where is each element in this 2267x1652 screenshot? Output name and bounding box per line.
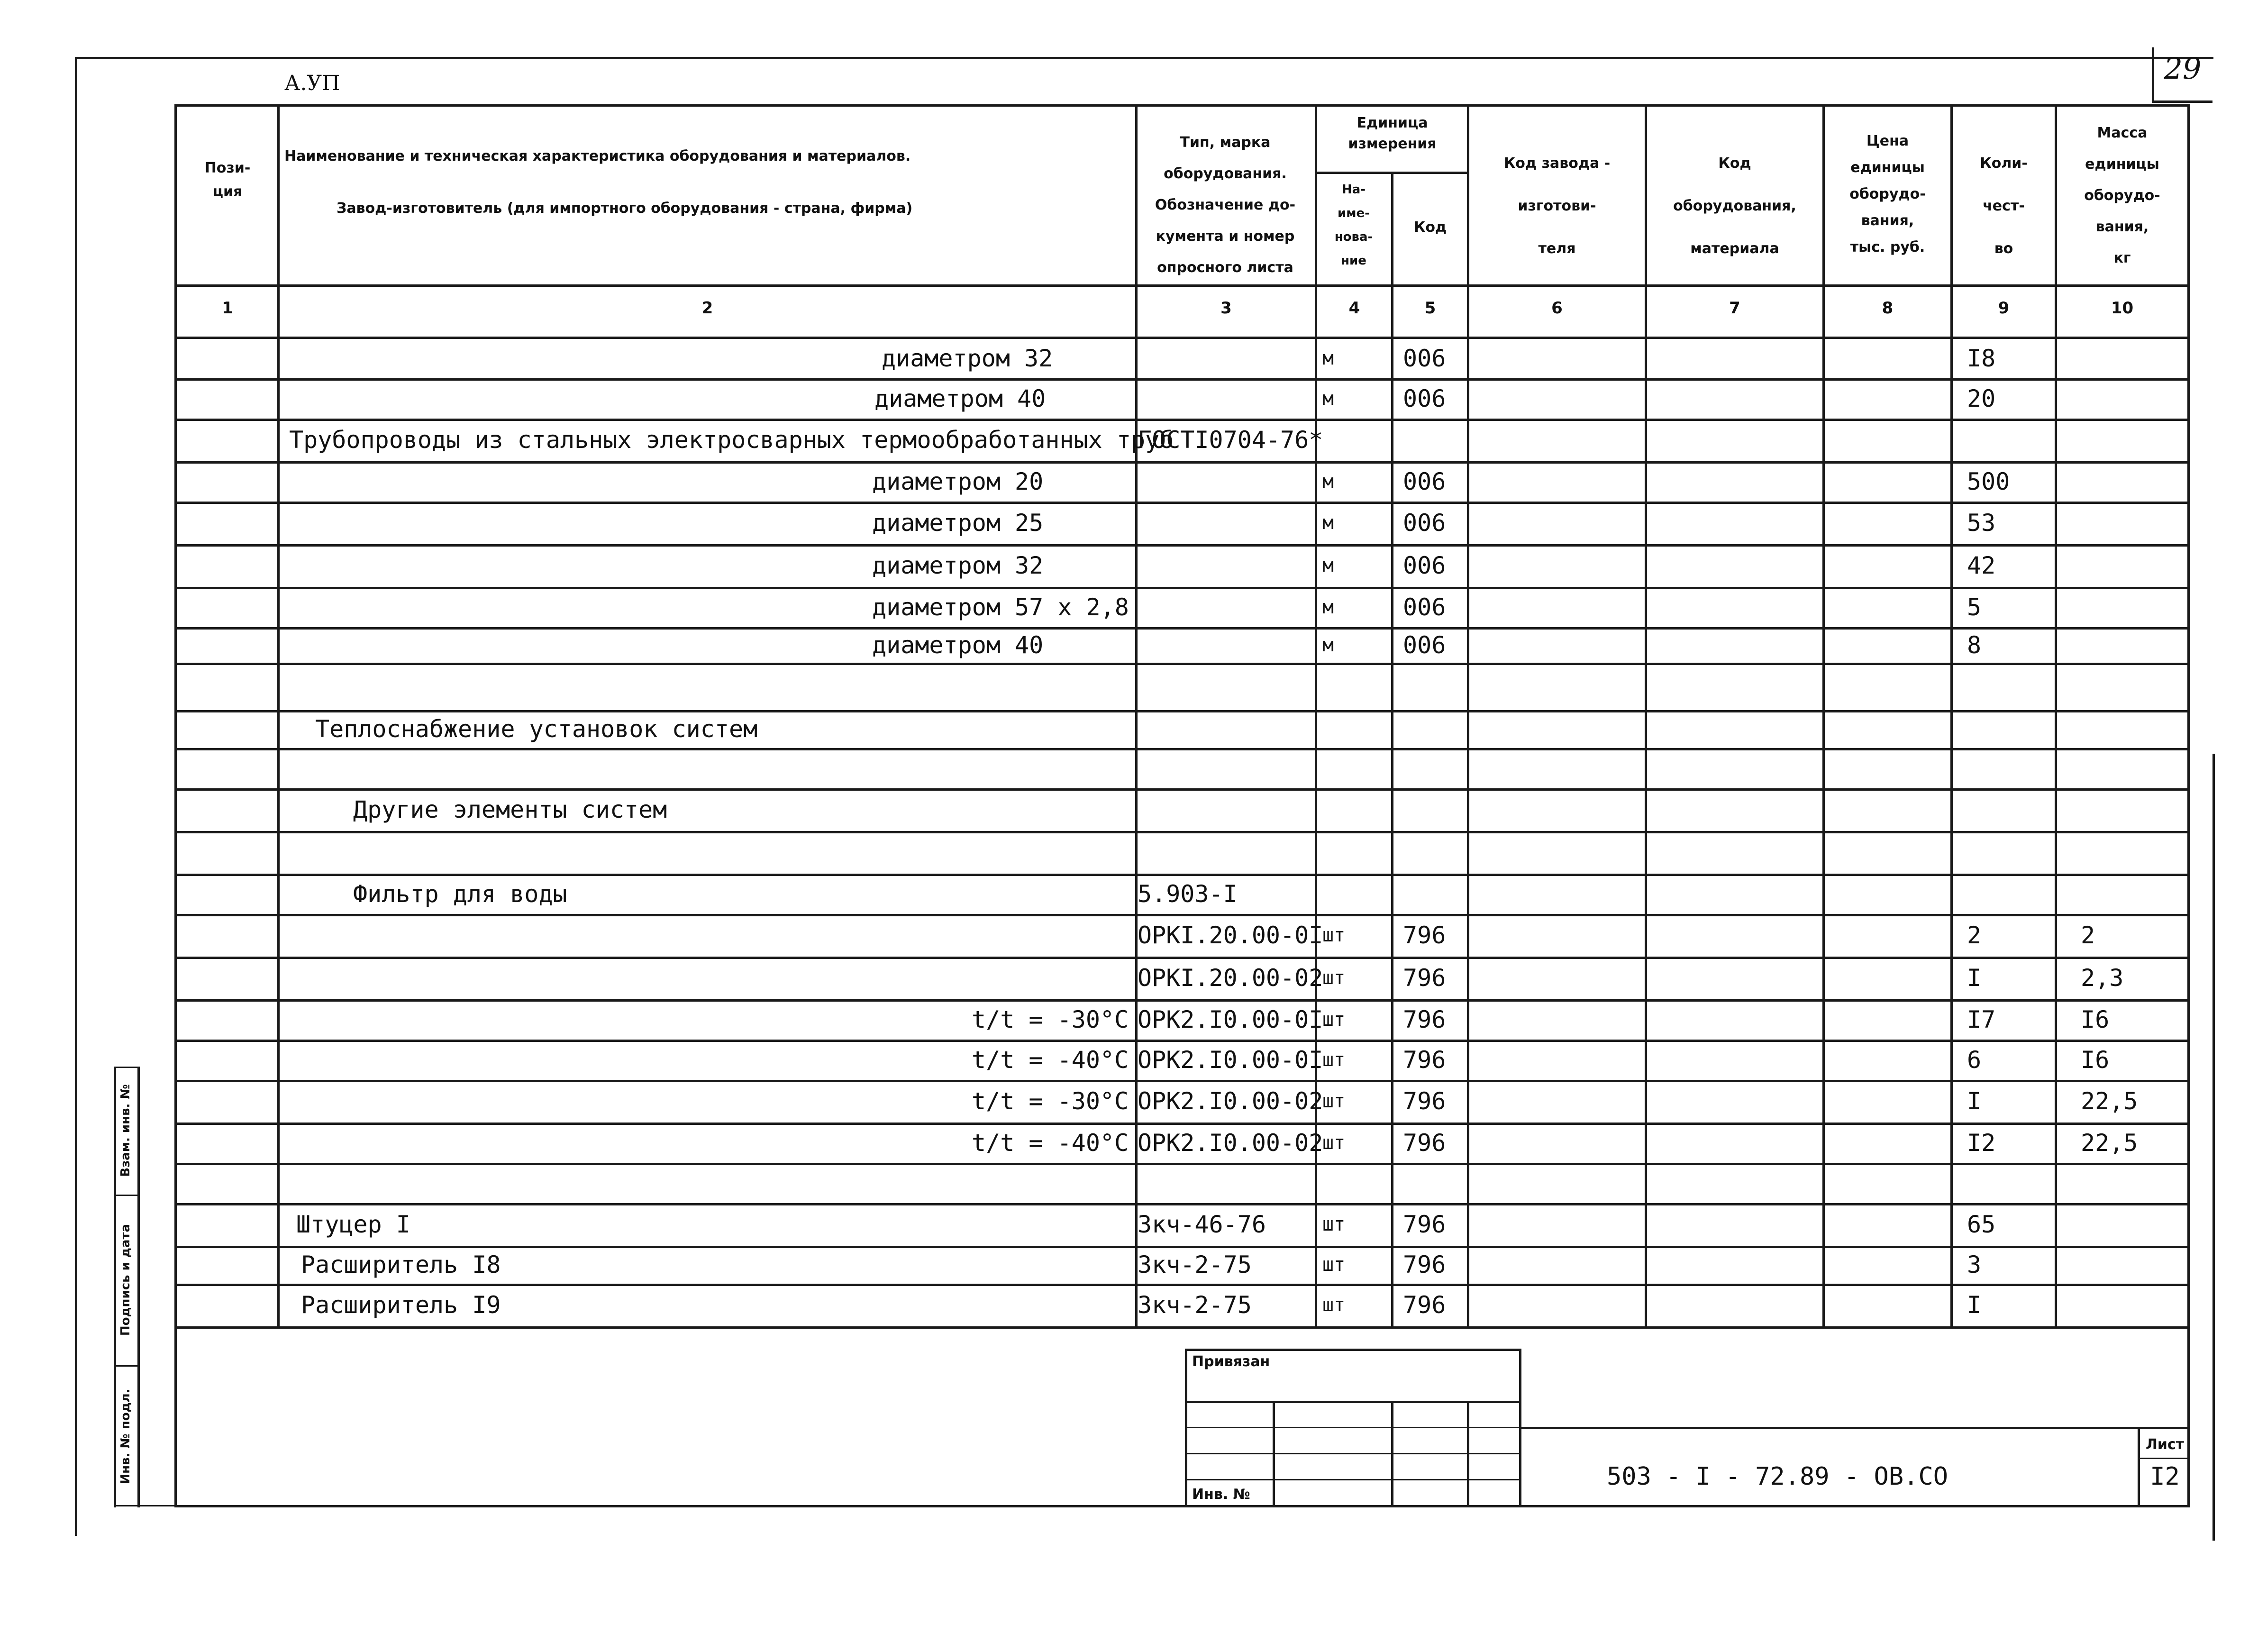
col-line-9 (2055, 104, 2057, 1327)
row-line (175, 1040, 2190, 1042)
row-name: Штуцер I (296, 1211, 410, 1238)
row-unit: м (1322, 387, 1334, 410)
row-unit-code: 796 (1403, 922, 1446, 949)
side-stamp-left (114, 1067, 116, 1507)
row-unit-code: 796 (1403, 1087, 1446, 1115)
row-line (175, 1284, 2190, 1286)
row-unit: шт (1322, 967, 1346, 989)
row-quantity: 42 (1967, 552, 1996, 579)
row-unit-code: 796 (1403, 1129, 1446, 1157)
row-type: 5.903-I (1138, 880, 1238, 908)
row-quantity: 2 (1967, 922, 1982, 949)
row-unit-code: 006 (1403, 631, 1446, 659)
row-line (175, 788, 2190, 791)
header-mass: Масса единицы оборудо- вания, кг (2084, 125, 2160, 266)
row-line (175, 1203, 2190, 1205)
row-line (175, 999, 2190, 1002)
row-unit: шт (1322, 1254, 1346, 1276)
row-unit-code: 796 (1403, 964, 1446, 992)
page-number: 29 (2164, 51, 2202, 86)
row-name: Фильтр для воды (353, 880, 567, 908)
row-line (175, 663, 2190, 665)
colnum-4: 4 (1348, 299, 1360, 318)
row-unit-code: 006 (1403, 552, 1446, 579)
header-position: Пози- ция (204, 160, 251, 200)
header-equipment-code: Код оборудования, материала (1673, 155, 1796, 257)
row-mass: 22,5 (2081, 1129, 2138, 1157)
row-name: Теплоснабжение установок систем (315, 715, 758, 743)
header-type: Тип, марка оборудования. Обозначение до- кумента и номер опросного листа (1155, 134, 1296, 276)
row-unit: м (1322, 634, 1334, 656)
row-unit-code: 006 (1403, 467, 1446, 495)
row-line (175, 461, 2190, 464)
sheet-label: Лист (2145, 1436, 2185, 1453)
row-quantity: 500 (1967, 467, 2010, 495)
row-quantity: I7 (1967, 1005, 1996, 1033)
table-bottom-line (175, 1505, 2190, 1507)
stamp-privyazan-top (1185, 1349, 1519, 1351)
row-name: t/t = -30°C (972, 1087, 1129, 1115)
col-line-6 (1645, 104, 1647, 1327)
row-type: ГОСТI0704-76* (1138, 426, 1323, 454)
frame-top-line (76, 57, 2213, 59)
row-name: t/t = -40°C (972, 1129, 1129, 1157)
row-quantity: 20 (1967, 384, 1996, 412)
col-line-8 (1950, 104, 1953, 1327)
row-type: ОРК2.I0.00-0I (1138, 1046, 1323, 1074)
row-mass: 2,3 (2081, 964, 2124, 992)
stamp-code-top (1519, 1427, 2190, 1429)
colnum-2: 2 (701, 299, 713, 318)
header-price: Цена единицы оборудо- вания, тыс. руб. (1849, 133, 1926, 256)
row-line (175, 957, 2190, 959)
row-mass: I6 (2081, 1046, 2110, 1074)
row-unit: шт (1322, 1090, 1346, 1112)
row-name: Трубопроводы из стальных электросварных термообработанных труб (289, 426, 1174, 454)
row-unit: м (1322, 512, 1334, 534)
row-name: Другие элементы систем (353, 796, 667, 823)
row-name: диаметром 40 (872, 631, 1044, 659)
row-unit: шт (1322, 1132, 1346, 1154)
row-line (175, 1123, 2190, 1125)
table-top-line (175, 104, 2190, 107)
album-label: А.УП (284, 71, 340, 95)
row-line (175, 544, 2190, 547)
row-unit: м (1322, 347, 1334, 369)
row-unit-code: 006 (1403, 509, 1446, 537)
row-quantity: 6 (1967, 1046, 1982, 1074)
row-type: 3кч-2-75 (1138, 1291, 1252, 1319)
sheet-number: I2 (2150, 1462, 2180, 1491)
header-factory-code: Код завода - изготови- теля (1503, 155, 1611, 257)
row-name: Расширитель I9 (301, 1291, 501, 1319)
row-type: ОРКI.20.00-02 (1138, 964, 1323, 992)
colnum-1: 1 (222, 299, 233, 318)
row-line (175, 710, 2190, 712)
side-label-vzam-inv: Взам. инв. № (118, 1084, 133, 1177)
stamp-col-d (1467, 1401, 1469, 1507)
stamp-sheet-sep (2138, 1458, 2190, 1459)
row-name: диаметром 20 (872, 467, 1044, 495)
col-line-4 (1391, 172, 1393, 1327)
row-type: ОРК2.I0.00-0I (1138, 1005, 1323, 1033)
row-unit-code: 796 (1403, 1046, 1446, 1074)
row-unit-code: 006 (1403, 593, 1446, 621)
row-mass: 2 (2081, 922, 2095, 949)
stamp-col-c (1391, 1401, 1393, 1507)
row-line (175, 1326, 2190, 1329)
row-name: диаметром 40 (874, 384, 1046, 412)
row-unit-code: 006 (1403, 384, 1446, 412)
row-unit: шт (1322, 1294, 1346, 1316)
row-unit-code: 006 (1403, 344, 1446, 372)
row-mass: 22,5 (2081, 1087, 2138, 1115)
row-unit: м (1322, 596, 1334, 618)
row-name: t/t = -40°C (972, 1046, 1129, 1074)
col-line-7 (1822, 104, 1825, 1327)
row-line (175, 587, 2190, 589)
row-line (175, 1080, 2190, 1082)
row-name: t/t = -30°C (972, 1005, 1129, 1033)
row-type: ОРК2.I0.00-02 (1138, 1087, 1323, 1115)
colnum-8: 8 (1882, 299, 1894, 318)
stamp-inv-no: Инв. № (1192, 1486, 1250, 1503)
header-unit-name: На- име- нова- ние (1334, 183, 1373, 268)
colnum-10: 10 (2111, 299, 2134, 318)
side-label-inv-no-podl: Инв. № подл. (118, 1388, 133, 1484)
side-label-signature-date: Подпись и дата (118, 1223, 133, 1336)
row-line (175, 1163, 2190, 1165)
header-bottom-line (175, 284, 2190, 287)
header-name-line2: Завод-изготовитель (для импортного оборудования - страна, фирма) (337, 200, 913, 217)
row-quantity: 53 (1967, 509, 1996, 537)
row-unit: шт (1322, 924, 1346, 946)
row-quantity: I2 (1967, 1129, 1996, 1157)
row-line (175, 627, 2190, 630)
row-type: ОРКI.20.00-0I (1138, 922, 1323, 949)
row-line (175, 502, 2190, 504)
row-unit: м (1322, 470, 1334, 493)
header-unit-code: Код (1413, 219, 1447, 236)
row-line (175, 1246, 2190, 1248)
row-name: диаметром 57 x 2,8 (872, 593, 1129, 621)
row-name: диаметром 32 (882, 344, 1053, 372)
frame-page-box-bottom (2152, 100, 2212, 103)
header-unit-group: Единица измерения (1348, 115, 1437, 152)
row-unit-code: 796 (1403, 1005, 1446, 1033)
colnum-6: 6 (1551, 299, 1563, 318)
row-quantity: I (1967, 964, 1982, 992)
colnum-3: 3 (1220, 299, 1232, 318)
frame-left-line (75, 57, 77, 1536)
row-name: диаметром 25 (872, 509, 1044, 537)
document-code: 503 - I - 72.89 - ОВ.СО (1607, 1462, 1948, 1491)
colnum-bottom-line (175, 337, 2190, 339)
row-line (175, 874, 2190, 876)
row-unit: м (1322, 555, 1334, 576)
header-name-line1: Наименование и техническая характеристика оборудования и материалов. (284, 148, 911, 164)
row-quantity: I8 (1967, 344, 1996, 372)
row-quantity: 65 (1967, 1211, 1996, 1238)
row-quantity: 3 (1967, 1251, 1982, 1278)
row-type: ОРК2.I0.00-02 (1138, 1129, 1323, 1157)
stamp-col-b (1273, 1401, 1275, 1507)
row-unit-code: 796 (1403, 1251, 1446, 1278)
col-line-5 (1467, 104, 1469, 1327)
row-name: Расширитель I8 (301, 1251, 501, 1278)
row-line (175, 378, 2190, 381)
colnum-5: 5 (1424, 299, 1436, 318)
colnum-7: 7 (1729, 299, 1740, 318)
row-quantity: 8 (1967, 631, 1982, 659)
row-quantity: I (1967, 1291, 1982, 1319)
col-line-10 (2187, 104, 2190, 1507)
frame-right-line (2212, 754, 2215, 1541)
row-unit-code: 796 (1403, 1291, 1446, 1319)
row-line (175, 831, 2190, 833)
row-name: диаметром 32 (872, 552, 1044, 579)
row-unit: шт (1322, 1008, 1346, 1031)
row-quantity: I (1967, 1087, 1982, 1115)
row-line (175, 419, 2190, 421)
side-stamp-mid (137, 1067, 140, 1507)
row-unit-code: 796 (1403, 1211, 1446, 1238)
row-quantity: 5 (1967, 593, 1982, 621)
row-unit: шт (1322, 1049, 1346, 1071)
row-line (175, 748, 2190, 750)
col-line-1 (277, 104, 280, 1327)
stamp-col-a (1185, 1349, 1187, 1507)
col-line-0 (174, 104, 177, 1507)
stamp-privyazan: Привязан (1192, 1353, 1270, 1370)
row-type: 3кч-2-75 (1138, 1251, 1252, 1278)
colnum-9: 9 (1998, 299, 2010, 318)
header-quantity: Коли- чест- во (1980, 155, 2028, 257)
row-line (175, 914, 2190, 916)
row-mass: I6 (2081, 1005, 2110, 1033)
row-type: 3кч-46-76 (1138, 1211, 1266, 1238)
row-unit: шт (1322, 1214, 1346, 1235)
